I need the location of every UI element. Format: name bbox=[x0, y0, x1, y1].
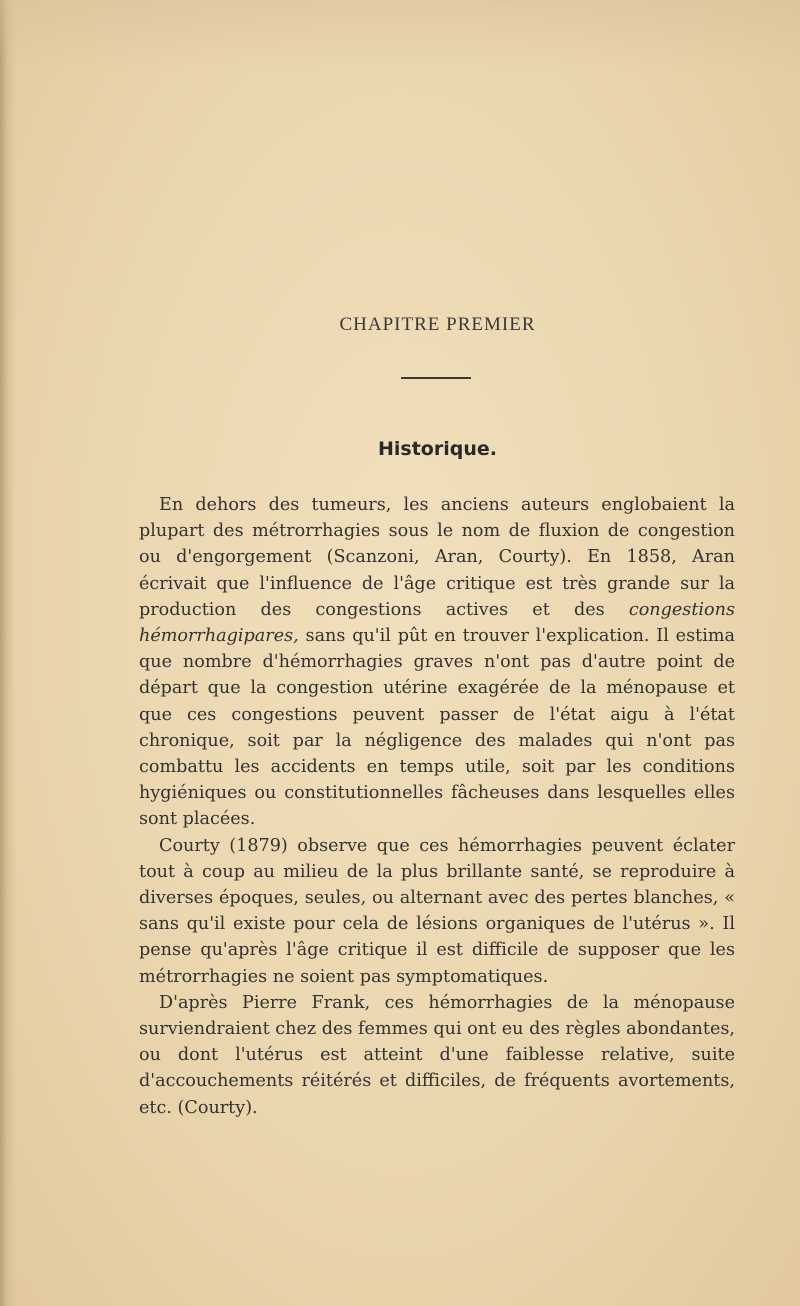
body-text bbox=[139, 492, 735, 1121]
paragraph-2: Courty (1879) observe que ces hémorrhagies peuvent éclater tout à coup au milieu de la plus brillante santé, se reproduire à diverses époques, seules, ou alternant avec des pertes blanches, « sans qu'il existe pour cela de lésions organiques de l'utérus ». Il pense qu'après l'âge critique il est difficile de supposer que les métrorrhagies ne soient pas symptomatiques. bbox=[139, 835, 735, 987]
title-divider bbox=[401, 377, 471, 379]
section-title: Historique. bbox=[378, 438, 497, 460]
paragraph-1-text-start: En dehors des tumeurs, les anciens auteurs englobaient la plupart des métrorrhagies sous le nom de fluxion de congestion ou d'engorgement (Scanzoni, Aran, Courty). En 1858, Aran écrivait que l'influence de l'âge critique est très grande sur la production des congestions actives et des bbox=[139, 495, 735, 620]
page-edge-shadow bbox=[0, 0, 16, 1306]
chapter-title: CHAPITRE PREMIER bbox=[339, 314, 536, 335]
paragraph-3: D'après Pierre Frank, ces hémorrhagies de la ménopause surviendraient chez des femmes qui ont eu des règles abondantes, ou dont l'utérus est atteint d'une faiblesse relative, suite d'accouchements réitérés et difficiles, de fréquents avortements, etc. (Courty). bbox=[139, 992, 735, 1118]
paragraph-1-text-end: sans qu'il pût en trouver l'explication. Il estima que nombre d'hémorrhagies graves n'ont pas d'autre point de départ que la congestion utérine exagérée de la ménopause et que ces congestions peuvent passer de l'état aigu à l'état chronique, soit par la négligence des malades qui n'ont pas combattu les accidents en temps utile, soit par les conditions hygiéniques ou constitutionnelles fâcheuses dans lesquelles elles sont placées. bbox=[139, 626, 735, 830]
paragraph-1 bbox=[139, 492, 735, 833]
paragraph-1-italic-term: congestions hémorrhagipares, bbox=[139, 599, 735, 647]
paper-stain bbox=[0, 0, 800, 70]
